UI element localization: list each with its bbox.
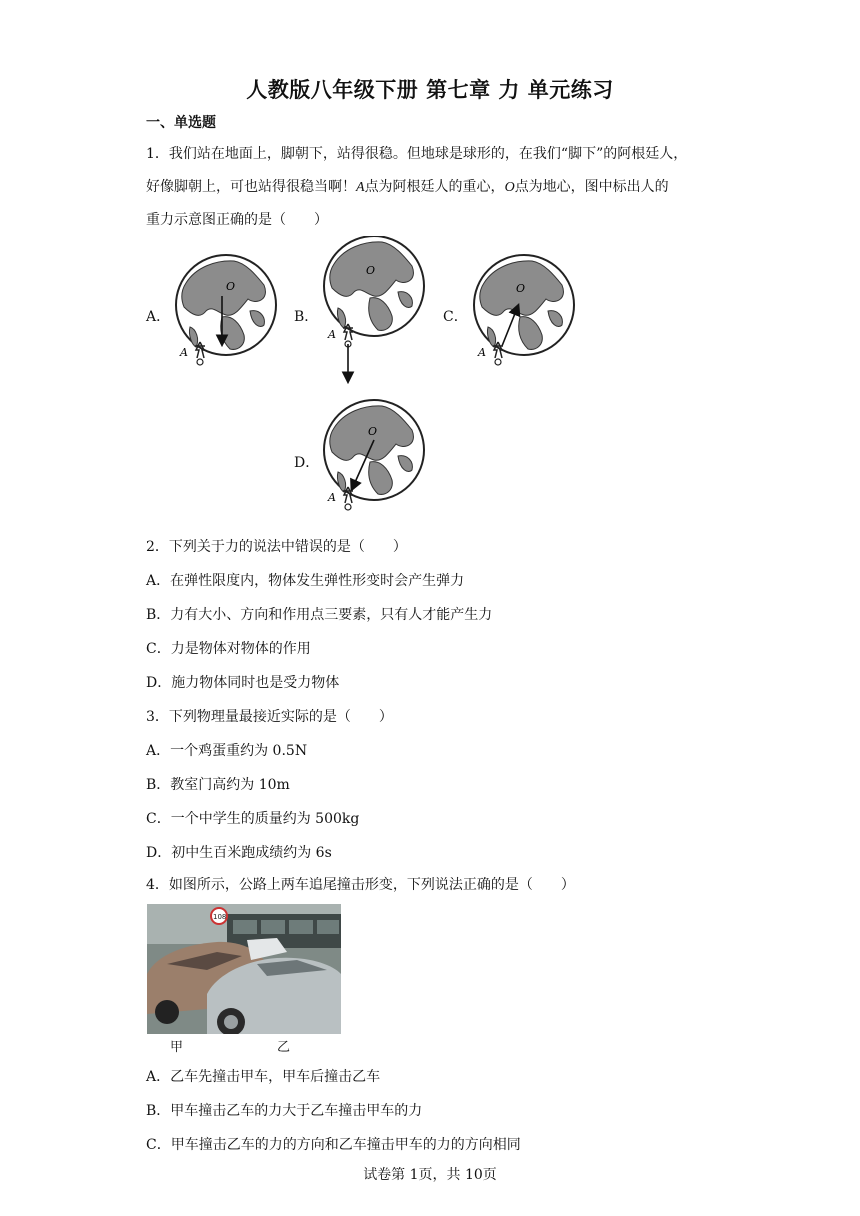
q4-option-a[interactable]: A．乙车先撞击甲车，甲车后撞击乙车 (146, 1069, 381, 1085)
q3-option-a[interactable]: A．一个鸡蛋重约为 0.5N (146, 743, 308, 759)
q1-stem-line-3: 重力示意图正确的是（ ） (146, 212, 328, 228)
q3-option-d[interactable]: D．初中生百米跑成绩约为 6s (146, 845, 332, 861)
q2-option-b[interactable]: B．力有大小、方向和作用点三要素，只有人才能产生力 (146, 607, 493, 623)
q1-figure-b-o-label: O (366, 264, 376, 277)
q1-figure-a-a-label: A (180, 346, 188, 359)
page-footer: 试卷第 1页，共 10页 (363, 1167, 497, 1183)
q1-figure-b[interactable] (318, 236, 438, 386)
q4-option-c[interactable]: C．甲车撞击乙车的力的方向和乙车撞击甲车的力的方向相同 (146, 1137, 521, 1153)
q1-option-c[interactable]: C． (443, 309, 468, 325)
q1-figure-a-o-label: O (226, 280, 236, 293)
q1-figure-c[interactable] (466, 250, 586, 375)
q4-photo-label-jia: 甲 (170, 1040, 184, 1055)
q1-stem-line-2: 好像脚朝上，可也站得很稳当啊！A点为阿根廷人的重心，O点为地心，图中标出人的 (146, 179, 669, 195)
q1-figure-b-a-label: A (328, 328, 336, 341)
q1-stem-line-1: 1．我们站在地面上，脚朝下，站得很稳。但地球是球形的，在我们“脚下”的阿根廷人， (146, 146, 688, 162)
q2-stem: 2．下列关于力的说法中错误的是（ ） (146, 539, 407, 555)
q1-option-a[interactable]: A． (146, 309, 171, 325)
q1-figure-d[interactable] (318, 395, 438, 520)
speed-sign-text: 108 (213, 913, 227, 921)
q1-figure-c-o-label: O (516, 282, 526, 295)
q1-option-b[interactable]: B． (294, 309, 319, 325)
q4-crash-photo (147, 904, 341, 1034)
q3-stem: 3．下列物理量最接近实际的是（ ） (146, 709, 393, 725)
q1-figure-c-a-label: A (478, 346, 486, 359)
q4-option-b[interactable]: B．甲车撞击乙车的力大于乙车撞击甲车的力 (146, 1103, 423, 1119)
section-heading: 一、单选题 (146, 115, 216, 131)
q2-option-c[interactable]: C．力是物体对物体的作用 (146, 641, 311, 657)
q1-figure-a[interactable] (168, 250, 288, 375)
q2-option-a[interactable]: A．在弹性限度内，物体发生弹性形变时会产生弹力 (146, 573, 465, 589)
q2-option-d[interactable]: D．施力物体同时也是受力物体 (146, 675, 340, 691)
page-title: 人教版八年级下册 第七章 力 单元练习 (246, 78, 614, 102)
q1-option-d[interactable]: D． (294, 455, 320, 471)
q1-figure-d-o-label: O (368, 425, 378, 438)
q3-option-b[interactable]: B．教室门高约为 10m (146, 777, 290, 793)
q4-photo-label-yi: 乙 (277, 1040, 291, 1055)
q3-option-c[interactable]: C．一个中学生的质量约为 500kg (146, 811, 360, 827)
q4-stem: 4．如图所示，公路上两车追尾撞击形变，下列说法正确的是（ ） (146, 877, 575, 893)
q1-figure-d-a-label: A (328, 491, 336, 504)
